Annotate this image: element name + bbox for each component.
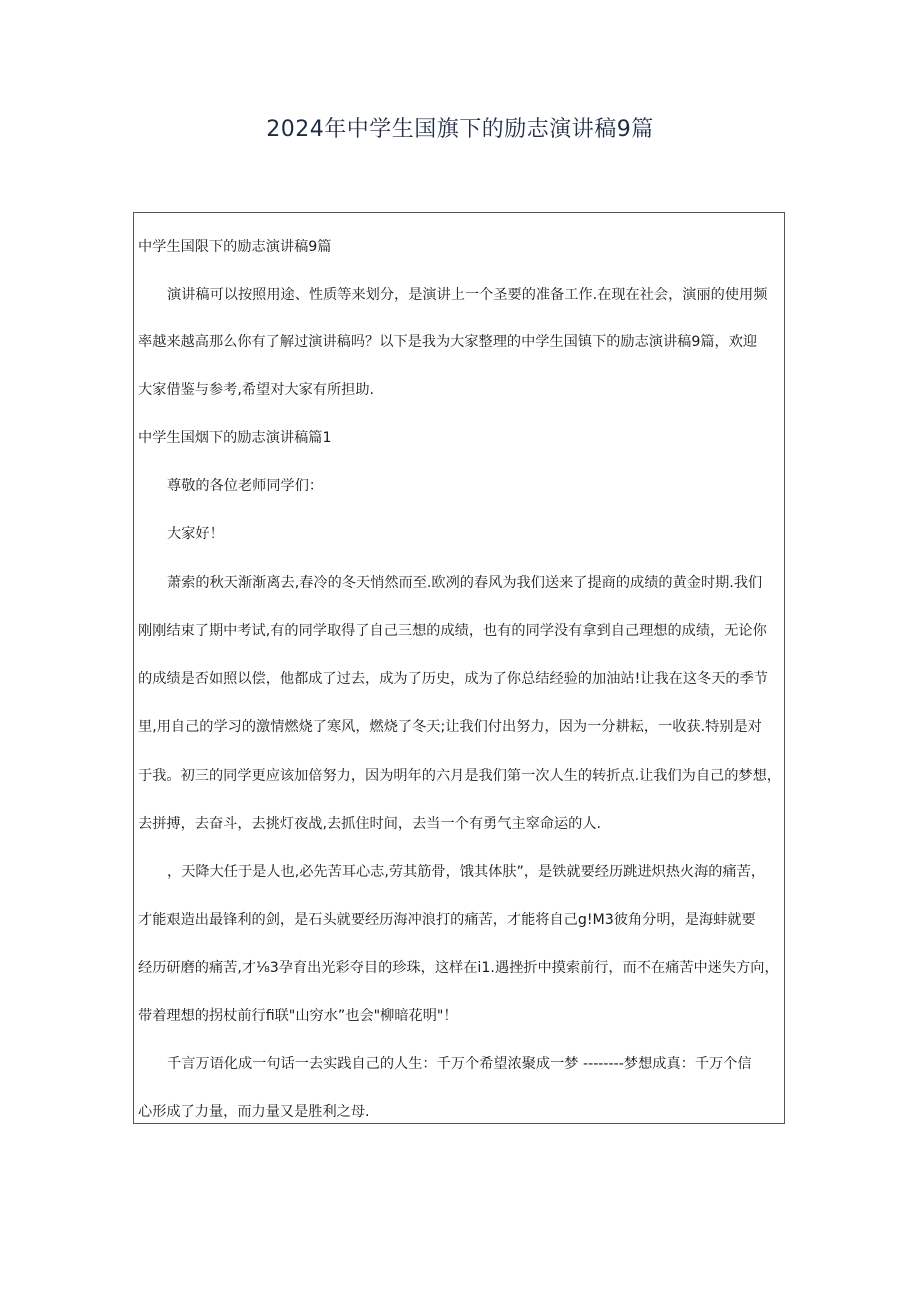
text-line: 里,用自己的学习的激情燃烧了寒风，燃烧了冬天;让我们付出努力，因为一分耕耘，一收获.特别是对 (138, 719, 762, 735)
text-line: 经历研磨的痛苦,才⅛3孕育出光彩夺目的珍珠，这样在i1.遇挫折中摸索前行，而不在痛苦中迷失方向， (138, 960, 779, 976)
text-line: 千言万语化成一句话一去实践自己的人生：千万个希望浓聚成一梦 --------梦想成真：千万个信 (167, 1056, 752, 1072)
text-line: 带着理想的拐杖前行fi联"山穷水”也会"柳暗花明"！ (138, 1008, 458, 1024)
text-line: 才能艰造出最锋利的剑，是石头就要经历海冲浪打的痛苦，才能将自己g!M3彼角分明，是海蚌就要 (138, 912, 756, 928)
content-box (133, 212, 785, 1124)
text-line: 演讲稿可以按照用途、性质等来划分，是演讲上一个圣要的准备工作.在现在社会，演丽的使用频 (167, 287, 768, 303)
text-line: 尊敬的各位老师同学们： (167, 478, 324, 494)
text-line: 大家好！ (167, 526, 224, 542)
text-line: 去拼搏，去奋斗，去挑灯夜战,去抓住时间，去当一个有勇气主窣命运的人. (138, 816, 602, 832)
text-line: 中学生国烟下的励志演讲稿篇1 (138, 430, 332, 446)
text-line: 的成绩是否如照以偿，他都成了过去，成为了历史，成为了你总结经验的加油站!让我在这冬天的季节 (138, 671, 768, 687)
text-line: 刚刚结束了期中考试,有的同学取得了自己三想的成绩，也有的同学没有拿到自己理想的成绩，无论你 (138, 623, 767, 639)
text-line: 心形成了力量，而力量又是胜利之母. (138, 1104, 370, 1120)
text-line: 大家借鉴与参考,希望对大家有所担助. (138, 382, 375, 398)
document-title: 2024年中学生国旗下的励志演讲稿9篇 (266, 117, 654, 142)
text-line: 萧索的秋天渐渐离去,春冷的冬天悄然而至.欧冽的春风为我们送来了提商的成绩的黄金时期.我们 (167, 575, 763, 591)
text-line: 率越来越高那么你有了解过演讲稿吗？以下是我为大家整理的中学生国镇下的励志演讲稿9篇，欢迎 (138, 334, 758, 350)
text-line: ，天降大任于是人也,必先苦耳心志,劳其筋骨，饿其体肤”，是铁就要经历跳进炽热火海的痛苦， (167, 864, 766, 880)
text-line: 于我。初三的同学更应该加倍努力，因为明年的六月是我们第一次人生的转折点.让我们为自己的梦想， (138, 768, 781, 784)
text-line: 中学生国限下的励志演讲稿9篇 (138, 239, 332, 255)
